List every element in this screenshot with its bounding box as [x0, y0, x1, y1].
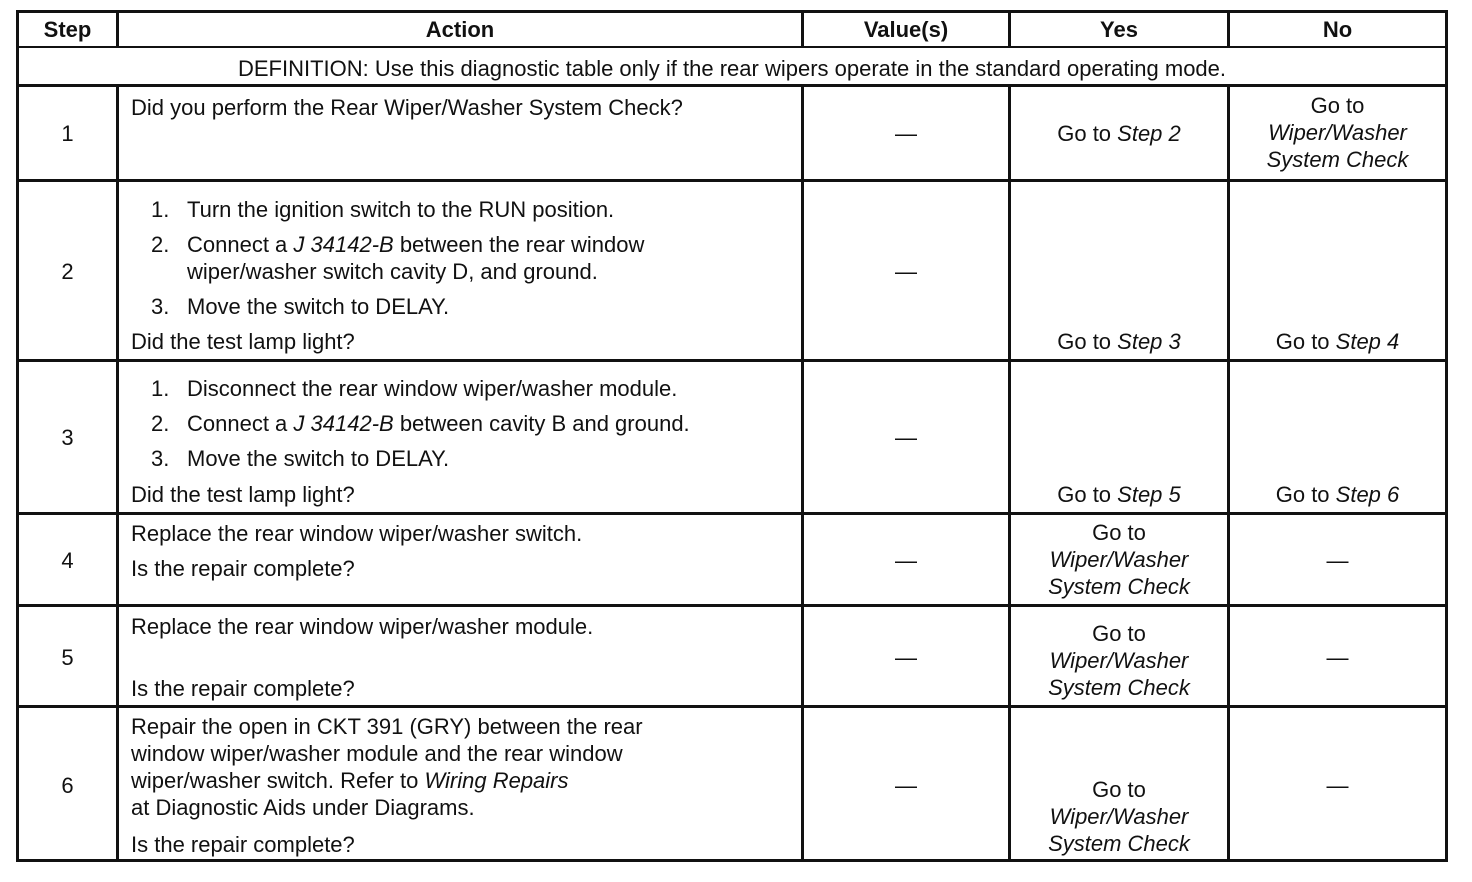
yes-step-link[interactable]: Step 5	[1117, 482, 1181, 507]
value-cell: —	[895, 773, 917, 798]
no-cell: —	[1326, 773, 1349, 798]
action-text: Replace the rear window wiper/washer module.	[131, 614, 594, 639]
item-text: between the rear window	[393, 232, 645, 257]
no-cell: —	[1326, 548, 1349, 573]
value-cell: —	[895, 548, 917, 573]
procedure-item	[131, 375, 791, 402]
step-number: 6	[61, 773, 74, 798]
definition-text: DEFINITION: Use this diagnostic table only if the rear wipers operate in the standard operating mode.	[237, 56, 1227, 81]
yes-ref-link[interactable]	[1011, 647, 1227, 674]
step-number: 3	[61, 425, 74, 450]
yes-prefix: Go to	[1092, 777, 1146, 802]
wiring-repairs-link[interactable]: Wiring Repairs	[424, 768, 569, 793]
table-border-bottom	[16, 859, 1448, 862]
action-line	[131, 767, 791, 794]
yes-prefix: Go to	[1057, 482, 1118, 507]
item-number: 3.	[151, 446, 170, 471]
procedure-item	[131, 445, 791, 472]
no-prefix: Go to	[1275, 482, 1336, 507]
procedure-item	[131, 231, 791, 285]
no-cell	[1230, 328, 1445, 355]
column-divider	[1227, 85, 1230, 862]
definition-divider	[16, 84, 1448, 87]
header-values: Value(s)	[863, 17, 949, 42]
header-yes: Yes	[1100, 17, 1138, 42]
no-cell	[1230, 481, 1445, 508]
action-line: at Diagnostic Aids under Diagrams.	[131, 795, 475, 820]
yes-ref-link[interactable]	[1011, 573, 1227, 600]
no-step-link[interactable]: Step 6	[1335, 482, 1400, 507]
procedure-item	[131, 196, 791, 223]
row-divider	[16, 705, 1448, 708]
yes-step-link[interactable]: Step 2	[1117, 121, 1181, 146]
item-number: 2.	[151, 411, 170, 436]
row-divider	[16, 604, 1448, 607]
action-line: window wiper/washer module and the rear window	[131, 741, 623, 766]
procedure-list	[131, 375, 791, 472]
procedure-item	[131, 410, 791, 437]
header-step: Step	[43, 17, 92, 42]
action-line-text: wiper/washer switch. Refer to	[131, 768, 425, 793]
action-question: Did the test lamp light?	[131, 482, 355, 507]
yes-ref-link[interactable]	[1011, 674, 1227, 701]
yes-cell	[1011, 519, 1227, 600]
tool-ref: J 34142-B	[293, 411, 394, 436]
yes-cell	[1011, 481, 1227, 508]
yes-ref-line-1: Wiper/Washer	[1049, 648, 1189, 673]
yes-cell	[1011, 120, 1227, 147]
item-text: Turn the ignition switch to the RUN position.	[187, 197, 615, 222]
item-text: Connect a	[187, 232, 294, 257]
item-number: 2.	[151, 232, 170, 257]
yes-prefix: Go to	[1057, 121, 1118, 146]
yes-cell	[1011, 328, 1227, 355]
no-ref-line-1: Wiper/Washer	[1268, 120, 1407, 145]
no-prefix: Go to	[1310, 93, 1365, 118]
diagnostic-table	[16, 10, 1448, 862]
yes-ref-line-2: System Check	[1048, 574, 1190, 599]
action-question: Is the repair complete?	[131, 676, 355, 701]
row-divider	[16, 359, 1448, 362]
item-number: 1.	[151, 197, 170, 222]
row-divider	[16, 179, 1448, 182]
column-divider	[1008, 85, 1011, 862]
item-text: Disconnect the rear window wiper/washer module.	[187, 376, 678, 401]
action-line: Repair the open in CKT 391 (GRY) between the rear	[131, 714, 643, 739]
table-border-top	[16, 10, 1448, 13]
yes-ref-link[interactable]	[1011, 830, 1227, 857]
header-action: Action	[425, 17, 495, 42]
action-question: Did you perform the Rear Wiper/Washer System Check?	[131, 95, 683, 120]
no-ref-line-2: System Check	[1266, 147, 1409, 172]
yes-ref-line-2: System Check	[1048, 675, 1190, 700]
yes-cell	[1011, 776, 1227, 857]
yes-cell	[1011, 620, 1227, 701]
step-number: 5	[61, 645, 74, 670]
yes-ref-link[interactable]	[1011, 803, 1227, 830]
header-no: No	[1322, 17, 1353, 42]
yes-prefix: Go to	[1092, 520, 1146, 545]
no-step-link[interactable]: Step 4	[1335, 329, 1400, 354]
yes-ref-link[interactable]	[1011, 546, 1227, 573]
column-divider	[801, 85, 804, 862]
no-prefix: Go to	[1275, 329, 1336, 354]
no-ref-link[interactable]	[1230, 146, 1445, 173]
action-cell	[131, 375, 791, 480]
value-cell: —	[895, 259, 917, 284]
yes-step-link[interactable]: Step 3	[1117, 329, 1181, 354]
no-cell	[1230, 92, 1445, 173]
value-cell: —	[895, 425, 917, 450]
value-cell: —	[895, 645, 917, 670]
item-text: wiper/washer switch cavity D, and ground.	[187, 259, 598, 284]
procedure-list	[131, 196, 791, 320]
value-cell: —	[895, 121, 917, 146]
item-number: 3.	[151, 294, 170, 319]
no-ref-link[interactable]	[1230, 119, 1445, 146]
action-question: Did the test lamp light?	[131, 329, 355, 354]
yes-ref-line-2: System Check	[1048, 831, 1190, 856]
table-border-right	[1445, 10, 1448, 862]
action-question: Is the repair complete?	[131, 832, 355, 857]
procedure-item	[131, 293, 791, 320]
yes-ref-line-1: Wiper/Washer	[1049, 547, 1189, 572]
tool-ref: J 34142-B	[293, 232, 394, 257]
item-text: Connect a	[187, 411, 294, 436]
action-text: Replace the rear window wiper/washer switch.	[131, 521, 583, 546]
yes-prefix: Go to	[1092, 621, 1146, 646]
action-cell	[131, 196, 791, 328]
row-divider	[16, 512, 1448, 515]
step-number: 2	[61, 259, 74, 284]
action-question: Is the repair complete?	[131, 556, 355, 581]
step-number: 1	[61, 121, 74, 146]
step-number: 4	[61, 548, 74, 573]
no-cell: —	[1326, 645, 1349, 670]
item-number: 1.	[151, 376, 170, 401]
yes-ref-line-1: Wiper/Washer	[1049, 804, 1189, 829]
item-text: Move the switch to DELAY.	[187, 446, 450, 471]
action-cell	[131, 713, 791, 821]
item-text: Move the switch to DELAY.	[187, 294, 450, 319]
yes-prefix: Go to	[1057, 329, 1118, 354]
header-divider	[16, 46, 1448, 48]
column-divider	[116, 85, 119, 862]
item-text: between cavity B and ground.	[393, 411, 690, 436]
